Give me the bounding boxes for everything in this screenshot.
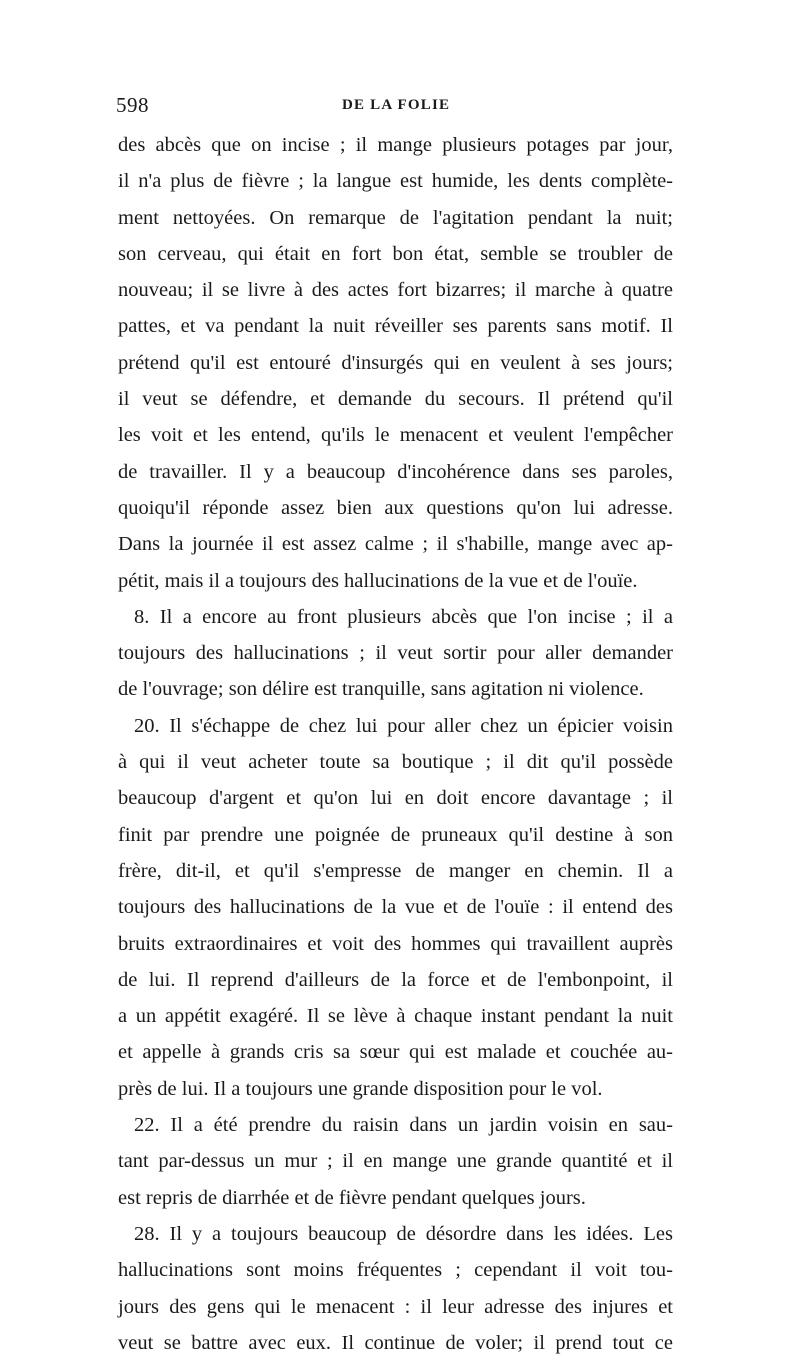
text-line: jours des gens qui le menacent : il leur adresse des injures et: [118, 1295, 673, 1318]
text-line: de l'ouvrage; son délire est tranquille, sans agitation ni violence.: [118, 678, 644, 701]
text-line: veut se battre avec eux. Il continue de voler; il prend tout ce: [118, 1331, 673, 1354]
text-line: et appelle à grands cris sa sœur qui est malade et couchée au-: [118, 1041, 673, 1064]
text-line: a un appétit exagéré. Il se lève à chaque instant pendant la nuit: [118, 1005, 673, 1028]
text-line: 28. Il y a toujours beaucoup de désordre dans les idées. Les: [134, 1222, 673, 1245]
text-line: quoiqu'il réponde assez bien aux questions qu'on lui adresse.: [118, 496, 673, 519]
text-line: nouveau; il se livre à des actes fort bizarres; il marche à quatre: [118, 279, 673, 302]
text-line: frère, dit-il, et qu'il s'empresse de manger en chemin. Il a: [118, 859, 673, 882]
text-line: 22. Il a été prendre du raisin dans un jardin voisin en sau-: [134, 1114, 673, 1137]
page-number: 598: [116, 93, 149, 117]
text-line: est repris de diarrhée et de fièvre pendant quelques jours.: [118, 1186, 586, 1209]
text-line: 8. Il a encore au front plusieurs abcès que l'on incise ; il a: [134, 605, 673, 628]
running-head: [116, 93, 671, 119]
text-line: prétend qu'il est entouré d'insurgés qui en veulent à ses jours;: [118, 351, 673, 374]
text-line: 20. Il s'échappe de chez lui pour aller chez un épicier voisin: [134, 714, 673, 737]
text-line: il n'a plus de fièvre ; la langue est humide, les dents complète-: [118, 170, 673, 193]
text-line: de travailler. Il y a beaucoup d'incohérence dans ses paroles,: [118, 460, 673, 483]
text-line: Dans la journée il est assez calme ; il s'habille, mange avec ap-: [118, 533, 673, 556]
text-line: bruits extraordinaires et voit des hommes qui travaillent auprès: [118, 932, 673, 955]
text-line: pétit, mais il a toujours des hallucinations de la vue et de l'ouïe.: [118, 569, 638, 592]
text-line: à qui il veut acheter toute sa boutique ; il dit qu'il possède: [118, 751, 673, 774]
text-line: de lui. Il reprend d'ailleurs de la force et de l'embonpoint, il: [118, 968, 673, 991]
text-line: il veut se défendre, et demande du secours. Il prétend qu'il: [118, 388, 673, 411]
text-line: des abcès que on incise ; il mange plusieurs potages par jour,: [118, 134, 673, 156]
text-line: ment nettoyées. On remarque de l'agitation pendant la nuit;: [118, 206, 673, 229]
text-line: toujours des hallucinations ; il veut sortir pour aller demander: [118, 642, 673, 665]
text-line: toujours des hallucinations de la vue et de l'ouïe : il entend des: [118, 896, 673, 919]
text-line: finit par prendre une poignée de pruneaux qu'il destine à son: [118, 823, 673, 846]
body-text: [118, 127, 673, 1361]
text-line: son cerveau, qui était en fort bon état, semble se troubler de: [118, 242, 673, 265]
text-line: pattes, et va pendant la nuit réveiller ses parents sans motif. Il: [118, 315, 673, 338]
text-line: tant par-dessus un mur ; il en mange une grande quantité et il: [118, 1150, 673, 1173]
text-line: les voit et les entend, qu'ils le menacent et veulent l'empêcher: [118, 424, 673, 447]
running-title: DE LA FOLIE: [342, 97, 451, 113]
text-line: près de lui. Il a toujours une grande disposition pour le vol.: [118, 1077, 603, 1100]
text-line: beaucoup d'argent et qu'on lui en doit encore davantage ; il: [118, 787, 673, 810]
text-line: hallucinations sont moins fréquentes ; cependant il voit tou-: [118, 1259, 673, 1282]
